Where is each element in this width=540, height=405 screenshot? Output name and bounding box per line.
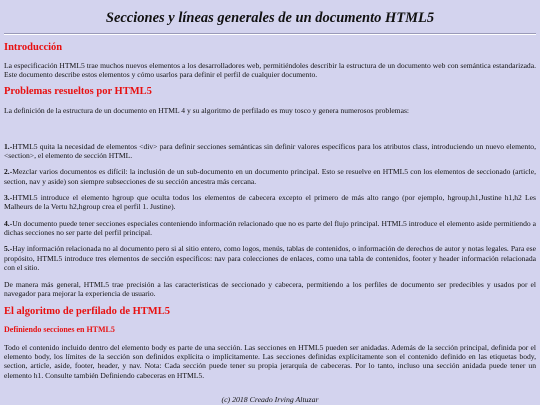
problem-item-4-number: 4.- [4,218,13,228]
heading-algoritmo: El algoritmo de perfilado de HTML5 [4,305,170,317]
intro-paragraph: La especificación HTML5 trae muchos nuevos elementos a los desarrolladores web, permitiéndoles describir la estructura de un documento web con semántica estandarizada. Este documento describe estos elementos y cómo usarlos para definir el perfil de cualquier documento. [4,61,536,80]
problem-item-2-text: Mezclar varios documentos es difícil: la inclusión de un sub-documento en un documento principal. Esto se resuelve en HTML5 con los elementos de seccionado (article, section, nav y aside) son siempre subsecciones de su sección ancestra más cercana. [4,167,536,186]
problem-item-1-text: HTML5 quita la necesidad de elementos <div> para definir secciones semánticas sin definir valores específicos para los atributos class, introduciendo un nuevo elemento, <section>, el elemento de sección HTML. [4,141,536,161]
page-footer: (c) 2018 Creado Irving Altuzar [221,395,319,404]
heading-problemas: Problemas resueltos por HTML5 [4,85,152,97]
problemas-closing: De manera más general, HTML5 trae precisión a las características de seccionado y cabecera, permitiendo a los perfiles de documento ser predecibles y usados por el navegador para mejorar la experiencia de usuario. [4,280,536,299]
page-title: Secciones y líneas generales de un documento HTML5 [105,10,435,26]
problem-item-3 [4,193,536,212]
problem-item-4 [4,219,536,238]
problem-item-1 [4,142,536,161]
title-divider [4,33,536,35]
problem-item-3-text: HTML5 introduce el elemento hgroup que oculta todos los elementos de cabecera excepto el primero de más alto rango (por ejemplo, hgroup,h1,Justine h1,h2 Les Malheurs de la Vertu h2,hgroup crea el perfil 1. Justine). [4,193,536,212]
problemas-intro: La definición de la estructura de un documento en HTML 4 y su algoritmo de perfilado es muy tosco y genera numerosos problemas: [4,105,410,115]
problem-item-5-number: 5.- [4,244,13,254]
subheading-definiendo: Definiendo secciones en HTML5 [4,324,115,334]
problem-item-2 [4,167,536,186]
algoritmo-paragraph: Todo el contenido incluido dentro del elemento body es parte de una sección. Las secciones en HTML5 pueden ser anidadas. Además de la sección principal, definida por el elemento body, los límites de la sección son definidos explícita o implícitamente. Las secciones definidas explícitamente son el contenido definido en las etiquetas body, section, article, aside, footer, header, y nav. Nota: Cada sección puede tener su propia jerarquía de cabeceras. Por lo tanto, incluso una sección anidada puede tener un elemento h1. Consulte también Definiendo cabeceras en HTML5. [4,342,536,380]
problem-item-5 [4,244,536,272]
heading-introduccion: Introducción [4,42,63,53]
problem-item-5-text: Hay información relacionada no al documento pero si al sitio entero, como logos, menús, tablas de contenidos, o información de derechos de autor y notas legales. Para ese propósito, HTML5 introduce tres elementos de sección específicos: nav para colecciones de enlaces, como una tabla de contenidos, footer y header información relacionada con el sitio. [4,244,536,272]
problem-item-3-number: 3.- [4,193,13,203]
document-page [4,0,536,405]
problem-item-1-number: 1.- [4,141,13,151]
problem-item-4-text: Un documento puede tener secciones especiales conteniendo información relacionado que no es parte del flujo principal. HTML5 introduce el elemento aside permitiendo a dichas secciones no ser parte del perfil principal. [4,218,536,237]
problem-item-2-number: 2.- [4,167,13,177]
